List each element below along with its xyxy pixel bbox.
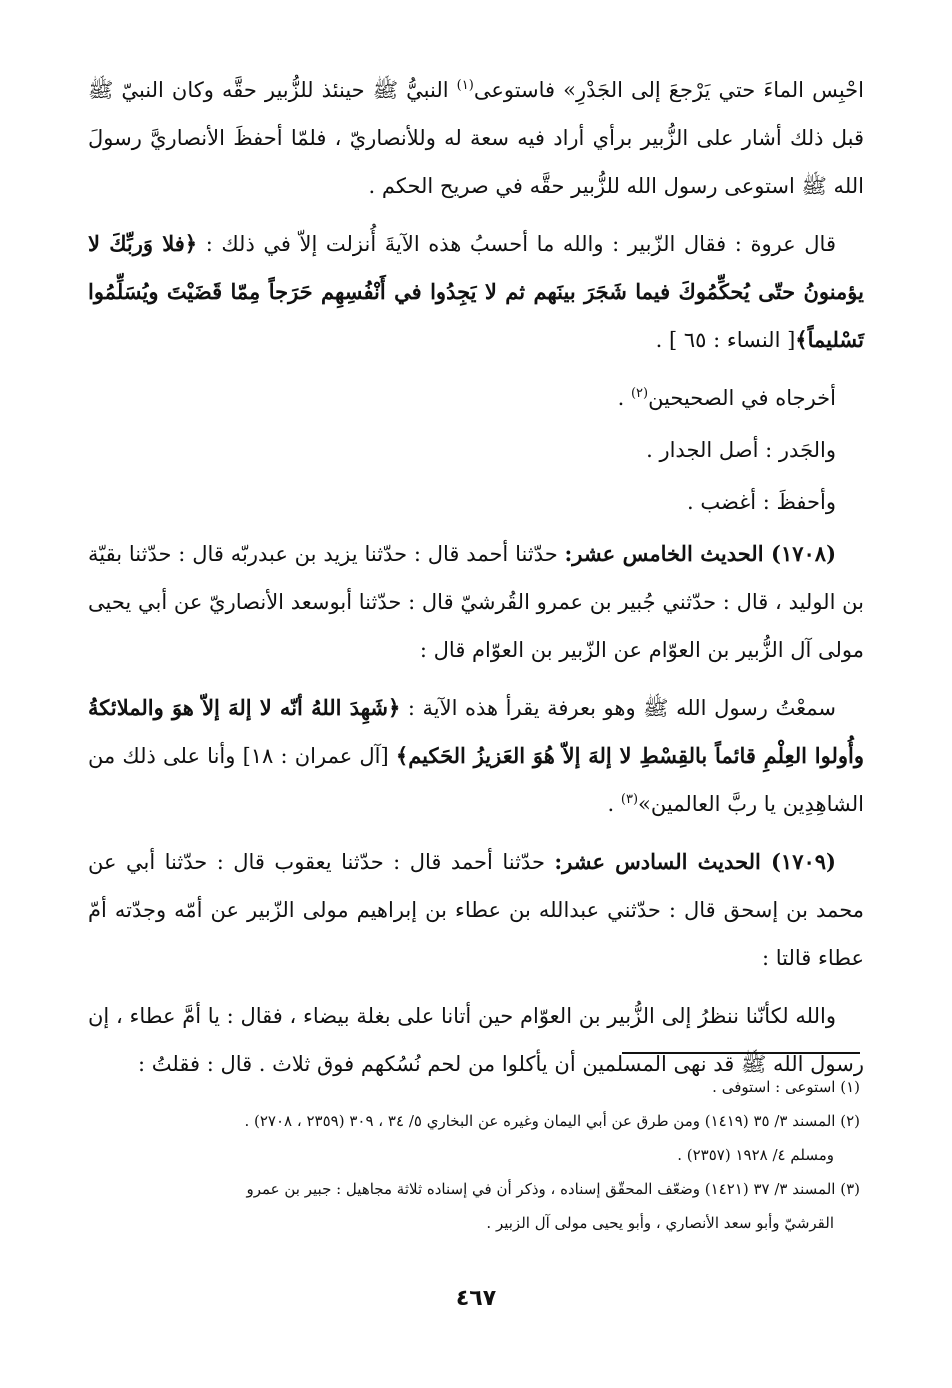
hadith-16-text: والله لكأنّنا ننظرُ إلى الزُّبير بن العوّام حين أتانا على بغلة بيضاء ، فقال : يا أمَّ عطاء ، إن رسول الله ﷺ قد نهى المسلمين أن يأكلوا من لحم نُسُكهم فوق ثلاث . قال : فقلتُ : bbox=[88, 1004, 864, 1076]
hadith-16-chain: (١٧٠٩) الحديث السادس عشر: حدّثنا أحمد قال : حدّثنا يعقوب قال : حدّثنا أبي عن محمد بن إسحق قال : حدّثني عبدالله بن عطاء بن إبراهيم مولى الزّبير عن أمّه وجدّته أمّ عطاء قالتا : bbox=[88, 849, 864, 970]
footnote-2-continuation: ومسلم ٤/ ١٩٢٨ (٢٣٥٧) . bbox=[677, 1146, 834, 1164]
paragraph-5: وأحفظَ : أغضب . bbox=[687, 490, 836, 514]
footnote-ref-3: (٣) bbox=[620, 792, 639, 807]
hadith-16-heading: (١٧٠٩) الحديث السادس عشر: bbox=[554, 849, 836, 874]
quran-verse: ﴿شَهِدَ اللهُ أنّه لا إلهَ إلاّ هوَ والملائكةُ وأُولوا العِلْمِ قائماً بالقِسْطِ لا إلهَ إلاّ هُوَ العَزيزُ الحَكيم﴾ bbox=[88, 695, 864, 768]
main-text bbox=[88, 66, 864, 1098]
footnote-ref-1: (١) bbox=[456, 78, 474, 93]
paragraph-1: احْبِس الماءَ حتي يَرْجعَ إلى الجَدْرِ» فاستوعى$^{(١)}$ النبيُّ ﷺ حينئذ للزُّبير حقَّه وكان النبيّ ﷺ قبل ذلك أشار على الزُّبير برأي أراد فيه سعة له وللأنصاريّ ، فلمّا أحفظَ الأنصاريَّ رسولَ الله ﷺ استوعى رسول الله للزُّبير حقَّه في صريح الحكم . bbox=[88, 78, 865, 198]
paragraph-4: والجَدر : أصل الجدار . bbox=[646, 438, 836, 462]
footnotes bbox=[88, 1072, 860, 1242]
hadith-15-heading: (١٧٠٨) الحديث الخامس عشر: bbox=[564, 541, 836, 566]
page-number: ٤٦٧ bbox=[455, 1286, 497, 1311]
footnote-3-continuation: القرشيّ وأبو سعد الأنصاري ، وأبو يحيى مولى آل الزبير . bbox=[486, 1214, 834, 1232]
footnote-ref-2: (٢) bbox=[630, 386, 649, 401]
footnote-2: (٢) المسند ٣/ ٣٥ (١٤١٩) ومن طرق عن أبي اليمان وغيره عن البخاري ٥/ ٣٤ ، ٣٠٩ (٢٣٥٩ ، ٢٧٠٨) . bbox=[244, 1112, 860, 1130]
quran-verse: ﴿فلا وَربِّكَ لا يؤمنونُ حتّى يُحكِّمُوكَ فيما شَجَرَ بينَهم ثم لا يَجِدُوا في أَنْفُسِهِم حَرَجاً مِمّا قَضَيْتَ ويُسَلِّمُوا تَسْليماً﴾ bbox=[88, 231, 864, 352]
hadith-15-text: سمعْتُ رسول الله ﷺ وهو بعرفة يقرأ هذه الآية : ﴿شَهِدَ اللهُ أنّه لا إلهَ إلاّ هوَ والملائكةُ وأُولوا العِلْمِ قائماً بالقِسْطِ لا إلهَ إلاّ هُوَ العَزيزُ الحَكيم﴾ [آل عمران : ١٨] وأنا على ذلك من الشاهِدِين يا ربَّ العالمين»$^{(٣)}$ . bbox=[88, 695, 864, 816]
paragraph-3: أخرجاه في الصحيحين$^{(٢)}$ . bbox=[617, 386, 836, 410]
footnote-3: (٣) المسند ٣/ ٣٧ (١٤٢١) وضعّف المحقّق إسناده ، وذكر أن في إسناده ثلاثة مجاهيل : جبير بن عمرو bbox=[246, 1180, 860, 1198]
footnote-1: (١) استوعى : استوفى . bbox=[712, 1078, 860, 1096]
footnote-divider bbox=[622, 1052, 860, 1054]
hadith-15-chain: (١٧٠٨) الحديث الخامس عشر: حدّثنا أحمد قال : حدّثنا يزيد بن عبدربّه قال : حدّثنا بقيّة بن الوليد ، قال : حدّثني جُبير بن عمرو القُرشيّ قال : حدّثنا أبوسعد الأنصاريّ عن أبي يحيى مولى آل الزُّبير بن العوّام عن الزّبير بن العوّام قال : bbox=[88, 541, 864, 662]
paragraph-2: قال عروة : فقال الزّبير : والله ما أحسبُ هذه الآيةَ أُنزلت إلاّ في ذلك : ﴿فلا وَربِّكَ لا يؤمنونُ حتّى يُحكِّمُوكَ فيما شَجَرَ بينَهم ثم لا يَجِدُوا في أَنْفُسِهِم حَرَجاً مِمّا قَضَيْتَ ويُسَلِّمُوا تَسْليماً﴾[ النساء : ٦٥ ] . bbox=[88, 231, 864, 352]
